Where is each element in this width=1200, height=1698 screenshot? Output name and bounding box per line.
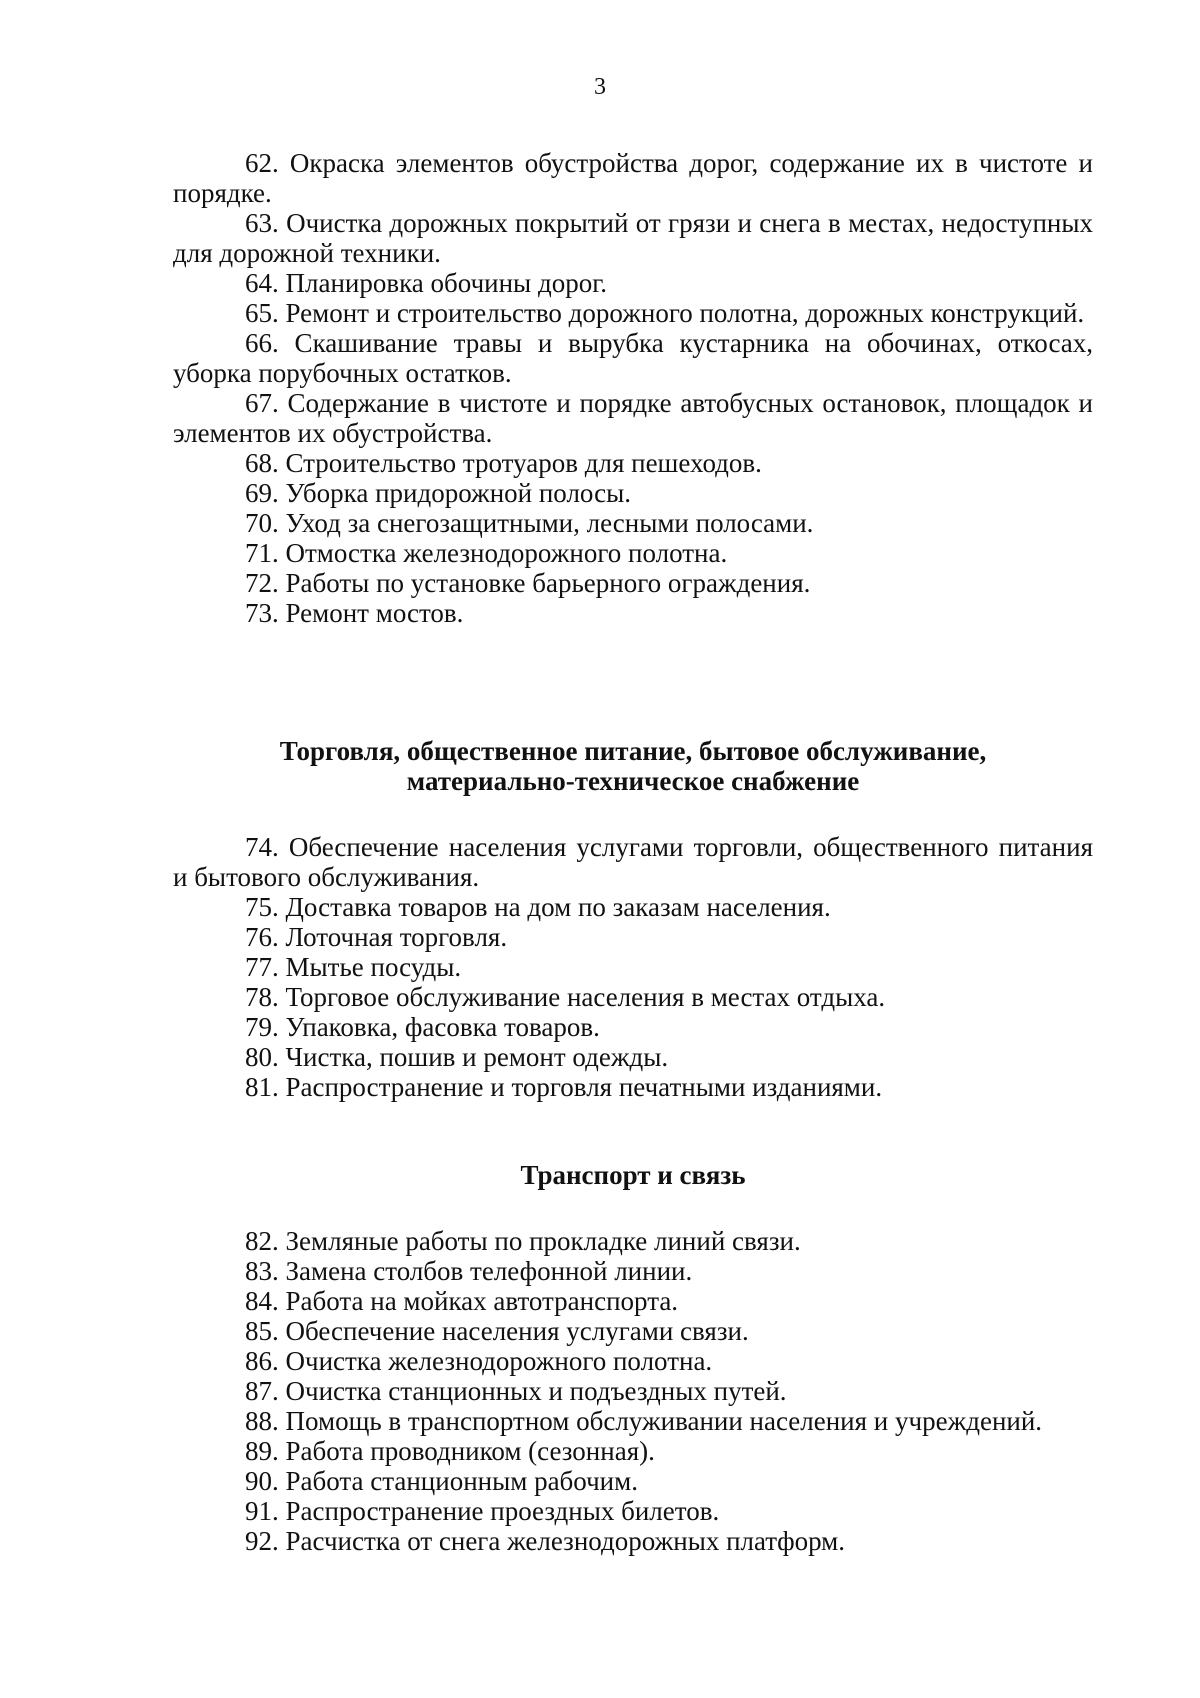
list-item: 69. Уборка придорожной полосы. <box>245 478 631 508</box>
list-item: 80. Чистка, пошив и ремонт одежды. <box>245 1042 669 1072</box>
list-item: 64. Планировка обочины дорог. <box>245 268 607 298</box>
list-item: 76. Лоточная торговля. <box>245 922 508 952</box>
list-item: 68. Строительство тротуаров для пешеходов. <box>245 448 762 478</box>
page-number: 3 <box>594 74 606 100</box>
list-item: 62. Окраска элементов обустройства дорог, содержание их в чистоте и порядке. <box>173 148 1093 208</box>
list-item: 65. Ремонт и строительство дорожного полотна, дорожных конструкций. <box>245 298 1085 328</box>
list-item: 67. Содержание в чистоте и порядке автобусных остановок, площадок и элементов их обустройства. <box>173 388 1093 448</box>
section-trade <box>173 832 1093 1102</box>
list-item: 77. Мытье посуды. <box>245 952 462 982</box>
list-item: 85. Обеспечение населения услугами связи. <box>245 1316 749 1346</box>
section-heading-line: Транспорт и связь <box>520 1160 746 1190</box>
section-heading-line: материально-техническое снабжение <box>406 766 860 796</box>
list-item: 83. Замена столбов телефонной линии. <box>245 1256 693 1286</box>
list-item: 89. Работа проводником (сезонная). <box>245 1436 655 1466</box>
list-item: 90. Работа станционным рабочим. <box>245 1466 638 1496</box>
list-item: 88. Помощь в транспортном обслуживании населения и учреждений. <box>245 1406 1043 1436</box>
list-item: 91. Распространение проездных билетов. <box>245 1496 720 1526</box>
list-item: 92. Расчистка от снега железнодорожных платформ. <box>245 1526 846 1556</box>
list-item: 75. Доставка товаров на дом по заказам населения. <box>245 892 831 922</box>
list-item: 66. Скашивание травы и вырубка кустарника на обочинах, откосах, уборка порубочных остатков. <box>173 328 1093 388</box>
section-roads <box>173 148 1093 628</box>
list-item: 73. Ремонт мостов. <box>245 598 464 628</box>
section-heading-transport <box>173 1160 1093 1190</box>
list-item: 79. Упаковка, фасовка товаров. <box>245 1012 600 1042</box>
list-item: 72. Работы по установке барьерного ограждения. <box>245 568 811 598</box>
section-heading-trade <box>173 736 1093 796</box>
section-transport <box>173 1226 1093 1556</box>
list-item: 70. Уход за снегозащитными, лесными полосами. <box>245 508 814 538</box>
section-heading-line: Торговля, общественное питание, бытовое обслуживание, <box>279 736 987 766</box>
list-item: 86. Очистка железнодорожного полотна. <box>245 1346 713 1376</box>
list-item: 81. Распространение и торговля печатными изданиями. <box>245 1072 883 1102</box>
list-item: 82. Земляные работы по прокладке линий связи. <box>245 1226 801 1256</box>
list-item: 87. Очистка станционных и подъездных путей. <box>245 1376 787 1406</box>
list-item: 84. Работа на мойках автотранспорта. <box>245 1286 679 1316</box>
list-item: 78. Торговое обслуживание населения в местах отдыха. <box>245 982 886 1012</box>
list-item: 74. Обеспечение населения услугами торговли, общественного питания и бытового обслуживания. <box>173 832 1093 892</box>
list-item: 63. Очистка дорожных покрытий от грязи и снега в местах, недоступных для дорожной техники. <box>173 208 1093 268</box>
list-item: 71. Отмостка железнодорожного полотна. <box>245 538 728 568</box>
